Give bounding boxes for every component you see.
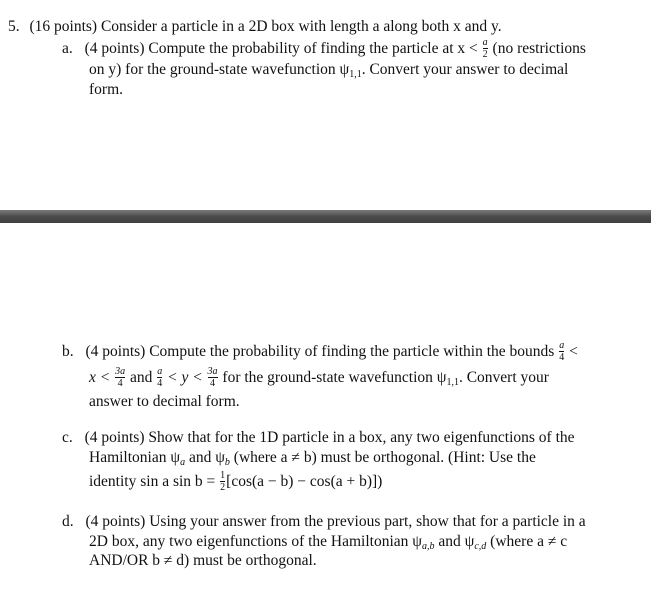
fraction-3a-over-4: $\frac{3a}{4}$ bbox=[115, 366, 126, 389]
part-b-line-2 bbox=[89, 368, 549, 392]
fraction-a-over-4: $\frac{a}{4}$ bbox=[559, 340, 565, 363]
part-a-text-3: form. bbox=[89, 81, 124, 98]
problem-intro: (16 points) Consider a particle in a 2D box with length a along both x and y. bbox=[29, 18, 502, 35]
part-b-text-1b: < bbox=[569, 343, 578, 361]
part-c-label: c. bbox=[62, 429, 73, 446]
problem-header bbox=[8, 18, 502, 36]
part-d-text-2: 2D box, any two eigenfunctions of the Hamiltonian ψ bbox=[89, 533, 422, 550]
part-d-text-3: AND/OR b ≠ d) must be orthogonal. bbox=[89, 552, 317, 569]
part-a-label: a. bbox=[62, 40, 73, 58]
part-a-line-2 bbox=[89, 61, 568, 84]
part-a-text-2b: . Convert your answer to decimal bbox=[361, 61, 569, 78]
part-b-text-2b: . Convert your bbox=[458, 369, 549, 387]
part-a-text-2: on y) for the ground-state wavefunction ψ bbox=[89, 61, 350, 78]
part-b-line-3 bbox=[89, 393, 240, 411]
part-d-line-1 bbox=[62, 513, 586, 531]
part-b-text-1: (4 points) Compute the probability of finding the particle within the bounds bbox=[85, 343, 555, 361]
part-c-line-2 bbox=[89, 449, 536, 472]
part-d-and: and ψ bbox=[438, 533, 475, 550]
part-b-text-3: answer to decimal form. bbox=[89, 393, 240, 410]
part-c-text-2: Hamiltonian ψ bbox=[89, 449, 181, 466]
part-d-text-2b: (where a ≠ c bbox=[490, 533, 568, 550]
part-c-line-1 bbox=[62, 429, 575, 447]
part-d-text-1: (4 points) Using your answer from the previous part, show that for a particle in a bbox=[85, 513, 586, 530]
problem-number: 5. bbox=[8, 18, 20, 35]
part-b-line-1 bbox=[62, 342, 578, 363]
psi-subscript-a: a bbox=[180, 457, 186, 468]
section-divider bbox=[0, 210, 651, 223]
part-c-text-3b: [cos(a − b) − cos(a + b)]) bbox=[226, 473, 383, 491]
part-d-label: d. bbox=[62, 513, 74, 530]
fraction-a-over-4-b: $\frac{a}{4}$ bbox=[157, 366, 163, 389]
part-b-label: b. bbox=[62, 343, 74, 361]
psi-subscript-b: 1,1 bbox=[446, 377, 459, 389]
part-a-text-1: (4 points) Compute the probability of finding the particle at x < bbox=[84, 40, 478, 58]
fraction-one-half: $\frac{1}{2}$ bbox=[220, 470, 226, 493]
part-b-y-range: < y < bbox=[167, 369, 203, 387]
part-c-and: and ψ bbox=[188, 449, 225, 466]
part-b-x-lt: x < bbox=[89, 369, 111, 387]
psi-subscript-b2: b bbox=[224, 457, 230, 468]
part-c-text-3: identity sin a sin b = bbox=[89, 473, 216, 491]
part-a-line-3 bbox=[89, 81, 123, 99]
fraction-3a-over-4-b: $\frac{3a}{4}$ bbox=[207, 366, 218, 389]
part-c-line-3 bbox=[89, 472, 382, 493]
part-c-text-2b: (where a ≠ b) must be orthogonal. (Hint: Use the bbox=[233, 449, 536, 466]
part-c-text-1: (4 points) Show that for the 1D particle in a box, any two eigenfunctions of the bbox=[84, 429, 575, 446]
part-d-line-3 bbox=[89, 552, 317, 570]
psi-subscript: 1,1 bbox=[349, 69, 362, 80]
fraction-a-over-2: $\frac{a}{2}$ bbox=[482, 37, 488, 60]
part-a-line-1 bbox=[62, 39, 586, 60]
part-a-text-1b: (no restrictions bbox=[492, 40, 586, 58]
psi-subscript-cd: c,d bbox=[474, 541, 487, 552]
psi-subscript-ab: a,b bbox=[422, 541, 435, 552]
part-b-and: and bbox=[129, 369, 153, 387]
part-b-text-2: for the ground-state wavefunction ψ bbox=[222, 369, 447, 387]
